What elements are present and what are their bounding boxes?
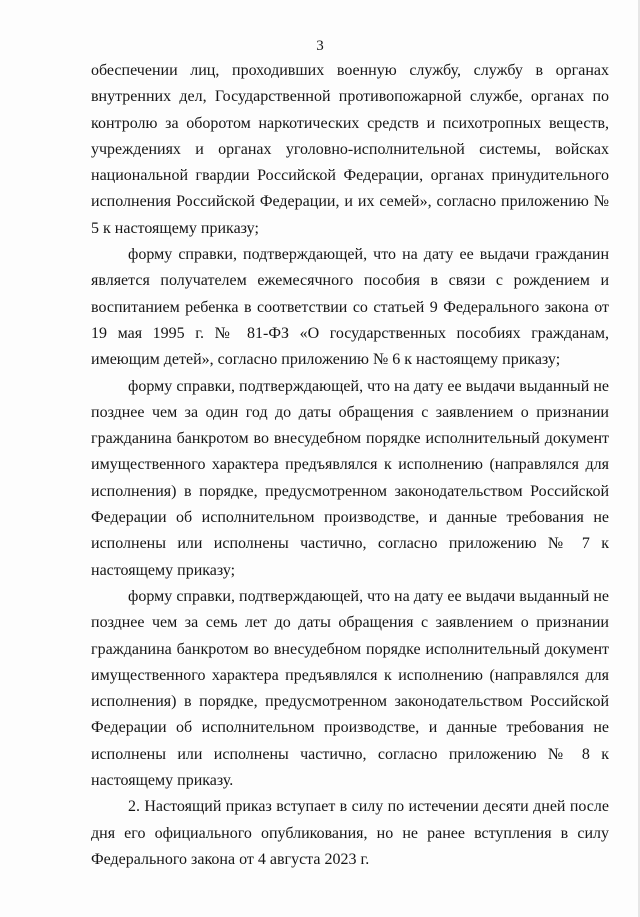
paragraph-appendix-7: форму справки, подтверждающей, что на дату ее выдачи выданный не позднее чем за один год до даты обращения с заявлением о признании гражданина банкротом во внесудебном порядке исполнительный документ имущественного характера предъявлялся к исполнению (направлялся для исполнения) в порядке, предусмотренном законодательством Российской Федерации об исполнительном производстве, и данные требования не исполнены или исполнены частично, согласно приложению № 7 к настоящему приказу; — [91, 377, 609, 579]
paragraph-clause-2: 2. Настоящий приказ вступает в силу по истечении десяти дней после дня его официального опубликования, но не ранее вступления в силу Федерального закона от 4 августа 2023 г. — [91, 798, 609, 868]
paragraph-appendix-8: форму справки, подтверждающей, что на дату ее выдачи выданный не позднее чем за семь лет до даты обращения с заявлением о признании гражданина банкротом во внесудебном порядке исполнительный документ имущественного характера предъявлялся к исполнению (направлялся для исполнения) в порядке, предусмотренном законодательством Российской Федерации об исполнительном производстве, и данные требования не исполнены или исполнены частично, согласно приложению № 8 к настоящему приказу. — [91, 587, 609, 790]
paragraph-continuation: обеспечении лиц, проходивших военную службу, службу в органах внутренних дел, Государственной противопожарной службе, органах по контролю за оборотом наркотических средств и психотропных веществ, учреждениях и органах уголовно-исполнительной системы, войсках национальной гвардии Российской Федерации, органах принудительного исполнения Российской Федерации, и их семей», согласно приложению № 5 к настоящему приказу; — [91, 62, 609, 237]
page-number: 3 — [316, 38, 324, 54]
paragraph-appendix-6: форму справки, подтверждающей, что на дату ее выдачи гражданин является получателем ежемесячного пособия в связи с рождением и воспитанием ребенка в соответствии со статьей 9 Федерального закона от 19 мая 1995 г. № 81-ФЗ «О государственных пособиях гражданам, имеющим детей», согласно приложению № 6 к настоящему приказу; — [91, 246, 609, 369]
document-body — [91, 58, 609, 873]
